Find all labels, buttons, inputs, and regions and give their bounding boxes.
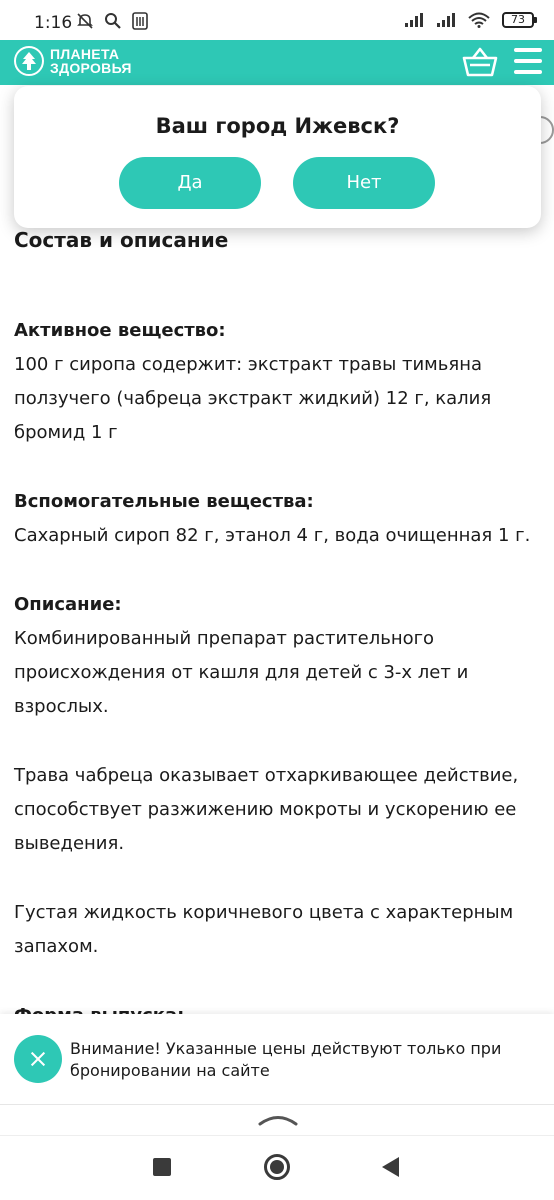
logo-pine-icon [14, 46, 44, 76]
menu-bar [514, 59, 542, 63]
search-icon [104, 12, 122, 30]
description-text: Комбинированный препарат растительного [14, 628, 435, 649]
status-bar [0, 0, 554, 40]
menu-button[interactable] [514, 48, 542, 74]
description-text: взрослых. [14, 696, 109, 717]
notice-line: бронировании на сайте [70, 1061, 270, 1080]
product-description [14, 314, 544, 1033]
description-heading: Описание: [14, 594, 122, 615]
basket-icon [462, 46, 498, 78]
wifi-icon [468, 12, 490, 28]
price-notice [0, 1014, 554, 1104]
logo-line1: ПЛАНЕТА [50, 46, 120, 62]
description-paragraph: запахом. [14, 936, 99, 957]
logo[interactable] [14, 46, 132, 76]
excipients-text: Сахарный сироп 82 г, этанол 4 г, вода очищенная 1 г. [14, 525, 531, 546]
notice-line: Внимание! Указанные цены действуют только при [70, 1039, 502, 1058]
section-title: Состав и описание [14, 228, 229, 252]
city-question: Ваш город Ижевск? [155, 114, 400, 138]
description-paragraph: способствует разжижению мокроты и ускорению ее [14, 799, 517, 820]
status-left-icons [76, 12, 148, 30]
city-confirm-popup [14, 86, 541, 228]
active-substance-heading: Активное вещество: [14, 320, 226, 341]
app-header [0, 40, 554, 85]
excipients-heading: Вспомогательные вещества: [14, 491, 314, 512]
recent-apps-button[interactable] [153, 1158, 171, 1176]
active-substance-text: ползучего (чабреца экстракт жидкий) 12 г, калия [14, 388, 492, 409]
divider [0, 1135, 554, 1136]
home-button[interactable] [264, 1154, 290, 1180]
chevron-up-icon[interactable] [258, 1111, 298, 1127]
battery-icon: 73 [502, 12, 534, 28]
signal-icon [404, 12, 424, 28]
close-icon[interactable] [14, 1035, 62, 1083]
notice-text [70, 1038, 540, 1082]
logo-line2: ЗДОРОВЬЯ [50, 60, 132, 76]
sim-icon [132, 12, 148, 30]
status-right-icons [404, 12, 534, 28]
city-yes-button[interactable]: Да [119, 157, 261, 209]
description-paragraph: Густая жидкость коричневого цвета с характерным [14, 902, 514, 923]
bottom-panel [0, 1104, 554, 1200]
menu-bar [514, 70, 542, 74]
active-substance-text: 100 г сиропа содержит: экстракт травы тимьяна [14, 354, 482, 375]
active-substance-text: бромид 1 г [14, 422, 118, 443]
menu-bar [514, 48, 542, 52]
signal-icon-2 [436, 12, 456, 28]
city-no-button[interactable]: Нет [293, 157, 435, 209]
status-time: 1:16 [34, 13, 73, 33]
description-paragraph: Трава чабреца оказывает отхаркивающее действие, [14, 765, 519, 786]
description-text: происхождения от кашля для детей с 3-х лет и [14, 662, 469, 683]
back-button[interactable] [382, 1157, 399, 1177]
cart-button[interactable] [462, 46, 498, 78]
description-paragraph: выведения. [14, 833, 125, 854]
mute-icon [76, 12, 94, 30]
